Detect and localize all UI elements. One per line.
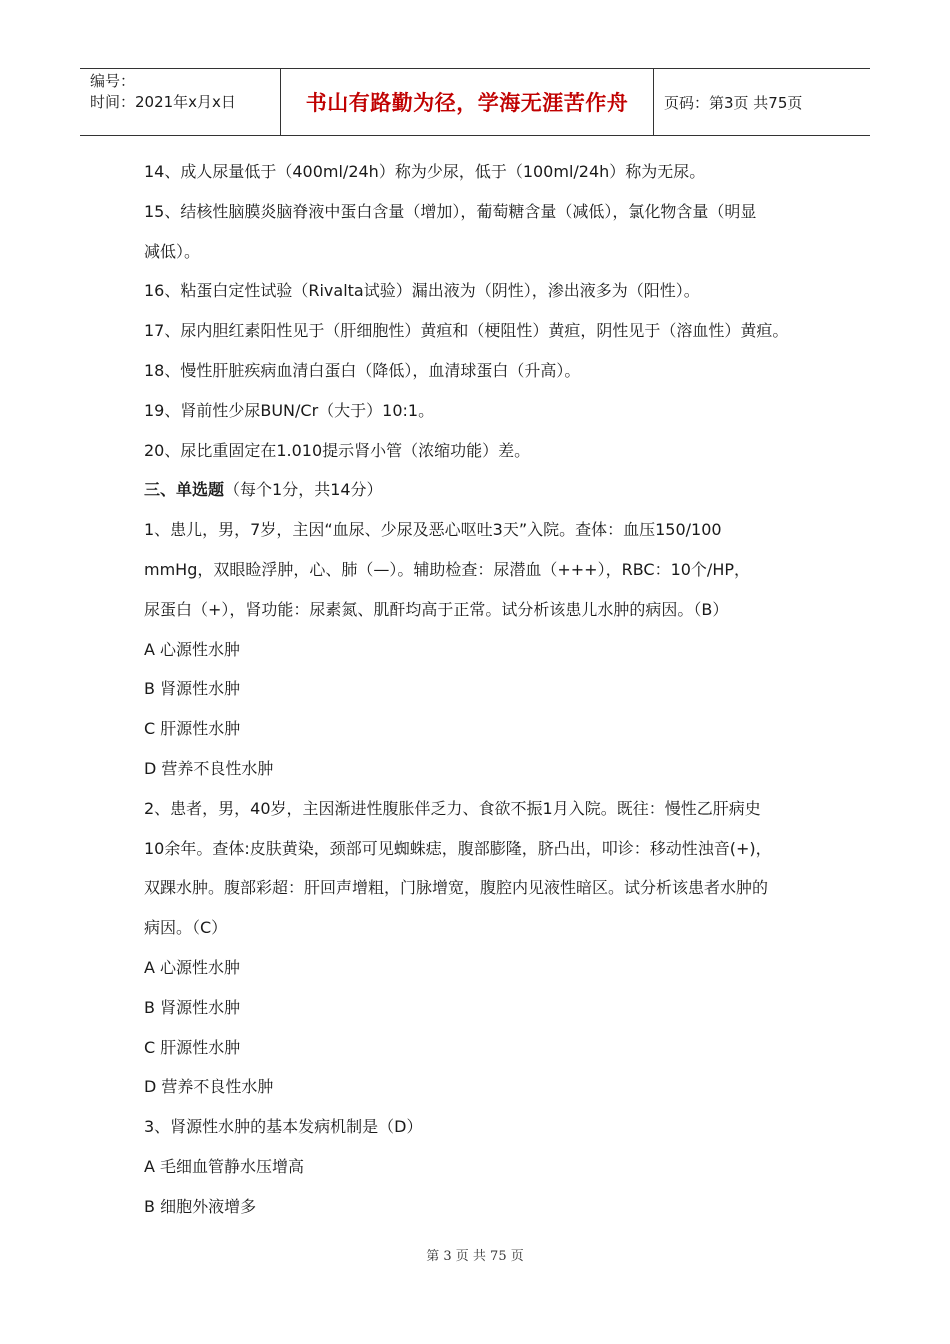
option-line: D 营养不良性水肿 (144, 1077, 274, 1097)
option-line: A 心源性水肿 (144, 957, 241, 977)
section-note: （每个1分，共14分） (224, 480, 383, 500)
option-line: B 肾源性水肿 (144, 997, 241, 1017)
question-line: 双踝水肿。腹部彩超：肝回声增粗，门脉增宽，腹腔内见液性暗区。试分析该患者水肿的 (144, 878, 769, 898)
option-line: A 毛细血管静水压增高 (144, 1156, 305, 1176)
header-motto (281, 69, 654, 135)
text-line: 20、尿比重固定在1.010提示肾小管（浓缩功能）差。 (144, 440, 531, 460)
option-line: C 肝源性水肿 (144, 719, 241, 739)
question-line: 尿蛋白（+），肾功能：尿素氮、肌酐均高于正常。试分析该患儿水肿的病因。（B） (144, 599, 729, 619)
page-footer: 第 3 页 共 75 页 (426, 1249, 524, 1264)
section-heading (144, 470, 824, 510)
option-line: D 营养不良性水肿 (144, 758, 274, 778)
question-line: 10余年。查体:皮肤黄染，颈部可见蜘蛛痣，腹部膨隆，脐凸出，叩诊：移动性浊音(+)， (144, 838, 772, 858)
motto-text: 书山有路勤为径，学海无涯苦作舟 (305, 90, 629, 115)
section-title: 三、单选题 (144, 480, 225, 500)
question-line: 病因。（C） (144, 918, 228, 938)
page-header (80, 68, 870, 136)
option-line: B 细胞外液增多 (144, 1196, 257, 1216)
text-line: 19、肾前性少尿BUN/Cr（大于）10:1。 (144, 400, 435, 420)
header-meta (80, 69, 281, 135)
option-line: C 肝源性水肿 (144, 1037, 241, 1057)
question-line: 1、患儿，男，7岁，主因“血尿、少尿及恶心呕吐3天”入院。查体：血压150/100 (144, 520, 722, 540)
question-line: 3、肾源性水肿的基本发病机制是（D） (144, 1117, 423, 1137)
page-info: 页码：第3页 共75页 (664, 93, 803, 112)
question-line: 2、患者，男，40岁，主因渐进性腹胀伴乏力、食欲不振1月入院。既往：慢性乙肝病史 (144, 798, 761, 818)
text-line: 16、粘蛋白定性试验（Rivalta试验）漏出液为（阴性），渗出液多为（阳性）。 (144, 281, 700, 301)
text-line: 17、尿内胆红素阳性见于（肝细胞性）黄疸和（梗阻性）黄疸，阴性见于（溶血性）黄疸。 (144, 321, 789, 341)
document-body (144, 152, 824, 1227)
text-line: 14、成人尿量低于（400ml/24h）称为少尿，低于（100ml/24h）称为无尿。 (144, 162, 706, 181)
question-line: mmHg，双眼睑浮肿，心、肺（—）。辅助检查：尿潜血（+++），RBC：10个/HP， (144, 559, 750, 579)
text-line: 18、慢性肝脏疾病血清白蛋白（降低），血清球蛋白（升高）。 (144, 360, 581, 380)
time-label: 时间：2021年x月x日 (90, 93, 236, 111)
option-line: A 心源性水肿 (144, 639, 241, 659)
option-line: B 肾源性水肿 (144, 679, 241, 699)
text-line: 减低）。 (144, 241, 201, 261)
number-label: 编号： (90, 72, 136, 90)
text-line: 15、结核性脑膜炎脑脊液中蛋白含量（增加），葡萄糖含量（减低），氯化物含量（明显 (144, 201, 757, 221)
